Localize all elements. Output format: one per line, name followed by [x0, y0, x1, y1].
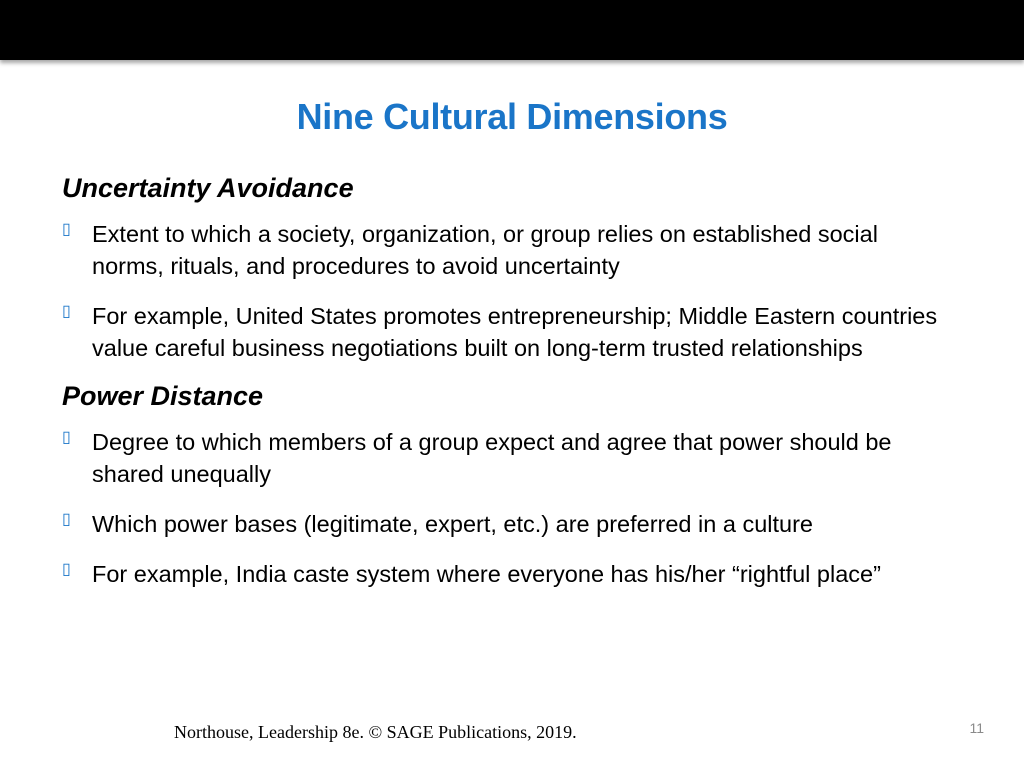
section-heading: Power Distance	[62, 381, 264, 411]
bullet-text: Extent to which a society, organization, or group relies on established social norms, rituals, and procedures to avoid uncertainty	[92, 221, 878, 279]
section-uncertainty-avoidance	[62, 170, 942, 364]
bullet-marker-icon: ▯	[62, 303, 71, 320]
bullet-text: For example, India caste system where everyone has his/her “rightful place”	[92, 561, 881, 587]
bullet-item	[62, 300, 942, 364]
section-heading: Uncertainty Avoidance	[62, 173, 354, 203]
bullet-text: For example, United States promotes entrepreneurship; Middle Eastern countries value careful business negotiations built on long-term trusted relationships	[92, 303, 938, 361]
bullet-text: Degree to which members of a group expect and agree that power should be shared unequally	[92, 429, 892, 487]
bullet-marker-icon: ▯	[62, 221, 71, 238]
bullet-item	[62, 558, 942, 590]
slide-title: Nine Cultural Dimensions	[296, 96, 728, 137]
bullet-marker-icon: ▯	[62, 511, 71, 528]
bullet-item	[62, 426, 942, 490]
bullet-item	[62, 508, 942, 540]
section-power-distance	[62, 378, 942, 590]
bullet-item	[62, 218, 942, 282]
top-bar	[0, 0, 1024, 60]
bullet-list	[62, 426, 942, 590]
bullet-list	[62, 218, 942, 364]
slide-number: 11	[969, 720, 984, 736]
bullet-text: Which power bases (legitimate, expert, etc.) are preferred in a culture	[92, 511, 813, 537]
footer-citation: Northouse, Leadership 8e. © SAGE Publications, 2019.	[174, 722, 577, 742]
bullet-marker-icon: ▯	[62, 561, 71, 578]
slide-content	[62, 170, 942, 608]
bullet-marker-icon: ▯	[62, 429, 71, 446]
